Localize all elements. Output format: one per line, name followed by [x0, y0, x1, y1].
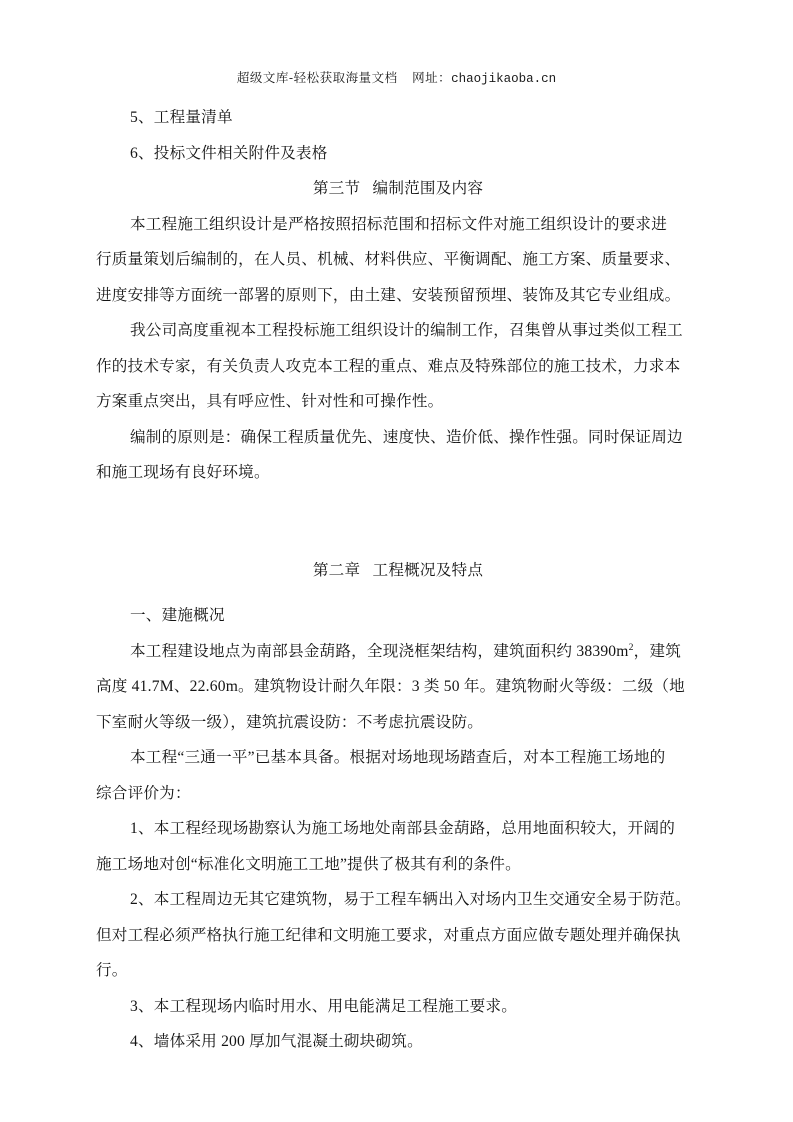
document-body [96, 100, 700, 1060]
paragraph-line: 本工程“三通一平”已基本具备。根据对场地现场踏查后，对本工程施工场地的 [130, 749, 666, 766]
paragraph-line: 高度 41.7M、22.60m。建筑物设计耐久年限：3 类 50 年。建筑物耐火等级：二级（地 [96, 678, 685, 695]
paragraph-line: 方案重点突出，具有呼应性、针对性和可操作性。 [96, 393, 444, 410]
page-header [0, 68, 793, 86]
header-spacer [398, 71, 413, 85]
numbered-item-line: 3、本工程现场内临时用水、用电能满足工程施工要求。 [130, 997, 518, 1015]
numbered-item-line: 行。 [96, 962, 128, 979]
numbered-item-line: 但对工程必须严格执行施工纪律和文明施工要求，对重点方面应做专题处理并确保执 [96, 926, 681, 944]
paragraph-line: 进度安排等方面统一部署的原则下，由土建、安装预留预埋、装饰及其它专业组成。 [96, 286, 681, 304]
paragraph-line: 下室耐火等级一级），建筑抗震设防：不考虑抗震设防。 [96, 713, 484, 731]
paragraph-text-a: 本工程建设地点为南部县金葫路，全现浇框架结构，建筑面积约 38390m [130, 642, 629, 660]
list-item: 5、工程量清单 [130, 109, 233, 126]
section-heading: 第三节 编制范围及内容 [312, 180, 484, 197]
header-url-label: 网址： [412, 70, 452, 85]
paragraph-line: 和施工现场有良好环境。 [96, 464, 270, 481]
vertical-gap [96, 491, 700, 553]
chapter-heading: 第二章 工程概况及特点 [312, 561, 484, 579]
header-url-value: chaojikaoba.cn [451, 72, 557, 86]
paragraph-text-b: ，建筑 [633, 642, 682, 660]
paragraph-line: 本工程施工组织设计是严格按照招标范围和招标文件对施工组织设计的要求进 [130, 215, 667, 233]
sub-heading: 一、建施概况 [130, 607, 225, 624]
paragraph-line: 作的技术专家，有关负责人攻克本工程的重点、难点及特殊部位的施工技术，力求本 [96, 357, 681, 375]
vertical-gap [96, 588, 700, 598]
numbered-item-line: 4、墙体采用 200 厚加气混凝土砌块砌筑。 [130, 1033, 423, 1050]
numbered-item-line: 施工场地对创“标准化文明施工工地”提供了极其有利的条件。 [96, 855, 521, 873]
paragraph-line: 我公司高度重视本工程投标施工组织设计的编制工作，召集曾从事过类似工程工 [130, 322, 683, 339]
header-site-name: 超级文库-轻松获取海量文档 [236, 70, 398, 85]
numbered-item-line: 1、本工程经现场勘察认为施工场地处南部县金葫路，总用地面积较大，开阔的 [130, 820, 675, 837]
paragraph-line: 综合评价为： [96, 784, 191, 802]
paragraph-line: 行质量策划后编制的，在人员、机械、材料供应、平衡调配、施工方案、质量要求、 [96, 251, 681, 268]
paragraph-line [96, 634, 700, 670]
paragraph-line: 编制的原则是：确保工程质量优先、速度快、造价低、操作性强。同时保证周边 [130, 428, 683, 446]
superscript-two: 2 [628, 641, 634, 653]
numbered-item-line: 2、本工程周边无其它建筑物，易于工程车辆出入对场内卫生交通安全易于防范。 [130, 891, 691, 908]
list-item: 6、投标文件相关附件及表格 [130, 144, 328, 162]
